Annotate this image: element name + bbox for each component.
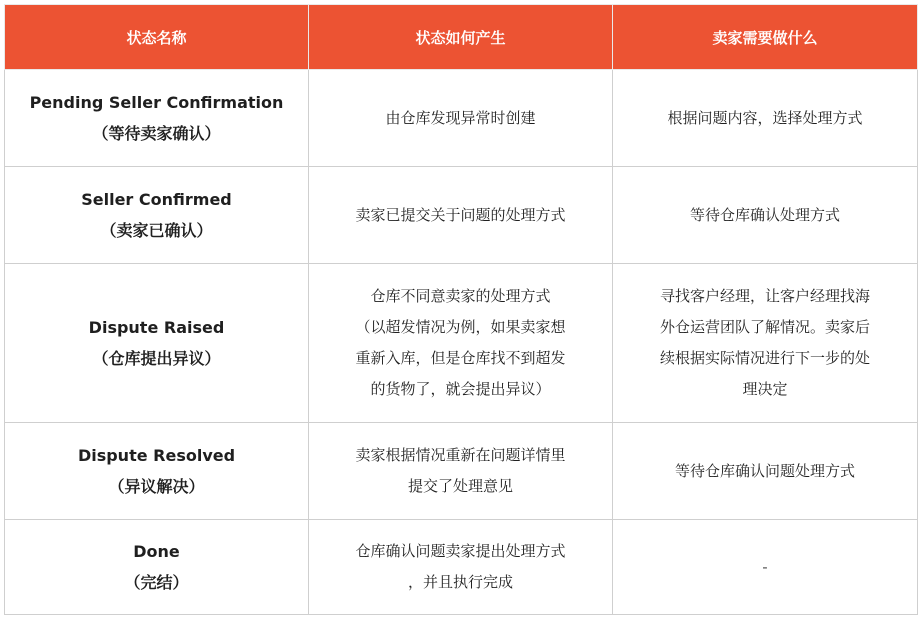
seller-action-line: 寻找客户经理，让客户经理找海	[659, 287, 870, 305]
status-name-en: Pending Seller Confirmation	[29, 93, 284, 112]
status-name-en: Dispute Resolved	[77, 446, 236, 465]
status-name-cell	[5, 423, 309, 520]
status-origin-line: 由仓库发现异常时创建	[385, 108, 536, 127]
table-row	[5, 167, 918, 264]
status-origin-line: 卖家根据情况重新在问题详情里	[355, 446, 566, 464]
status-name-en: Seller Confirmed	[81, 190, 232, 209]
status-name-cn: （异议解决）	[108, 477, 205, 496]
status-name-cn: （卖家已确认）	[100, 221, 213, 240]
seller-action-line: 根据问题内容，选择处理方式	[667, 108, 863, 127]
header-status-origin: 状态如何产生	[309, 5, 613, 70]
table-row	[5, 70, 918, 167]
status-origin-cell	[309, 520, 613, 615]
status-origin-line: 提交了处理意见	[407, 477, 513, 495]
seller-action-line: 外仓运营团队了解情况。卖家后	[659, 318, 870, 336]
status-name-cn: （完结）	[124, 573, 189, 592]
status-origin-line: 卖家已提交关于问题的处理方式	[355, 205, 566, 224]
seller-action-cell	[613, 423, 918, 520]
seller-action-cell	[613, 264, 918, 423]
table-row	[5, 264, 918, 423]
status-name-en: Done	[133, 542, 180, 561]
table-row	[5, 423, 918, 520]
status-origin-line: （以超发情况为例，如果卖家想	[355, 318, 566, 336]
status-origin-line: 仓库确认问题卖家提出处理方式	[355, 542, 566, 560]
status-origin-line: ，并且执行完成	[407, 573, 513, 591]
status-table	[4, 4, 918, 615]
status-origin-line: 的货物了，就会提出异议）	[370, 380, 551, 398]
status-name-cell	[5, 264, 309, 423]
status-name-cell	[5, 167, 309, 264]
seller-action-cell	[613, 520, 918, 615]
status-name-cell	[5, 520, 309, 615]
status-origin-line: 重新入库，但是仓库找不到超发	[355, 349, 566, 367]
status-name-cn: （等待卖家确认）	[92, 124, 221, 143]
header-status-name: 状态名称	[5, 5, 309, 70]
status-origin-line: 仓库不同意卖家的处理方式	[370, 287, 551, 305]
header-seller-action: 卖家需要做什么	[613, 5, 918, 70]
seller-action-line: 理决定	[742, 380, 788, 398]
seller-action-cell	[613, 70, 918, 167]
status-name-cn: （仓库提出异议）	[92, 349, 221, 368]
status-origin-cell	[309, 423, 613, 520]
status-origin-cell	[309, 167, 613, 264]
seller-action-cell	[613, 167, 918, 264]
seller-action-line: 续根据实际情况进行下一步的处	[659, 349, 870, 367]
seller-action-line: 等待仓库确认处理方式	[689, 205, 840, 224]
seller-action-line: 等待仓库确认问题处理方式	[674, 461, 855, 480]
seller-action-line: -	[762, 557, 768, 576]
status-name-cell	[5, 70, 309, 167]
status-name-en: Dispute Raised	[88, 318, 225, 337]
status-origin-cell	[309, 70, 613, 167]
table-row	[5, 520, 918, 615]
header-row	[5, 5, 918, 70]
status-origin-cell	[309, 264, 613, 423]
